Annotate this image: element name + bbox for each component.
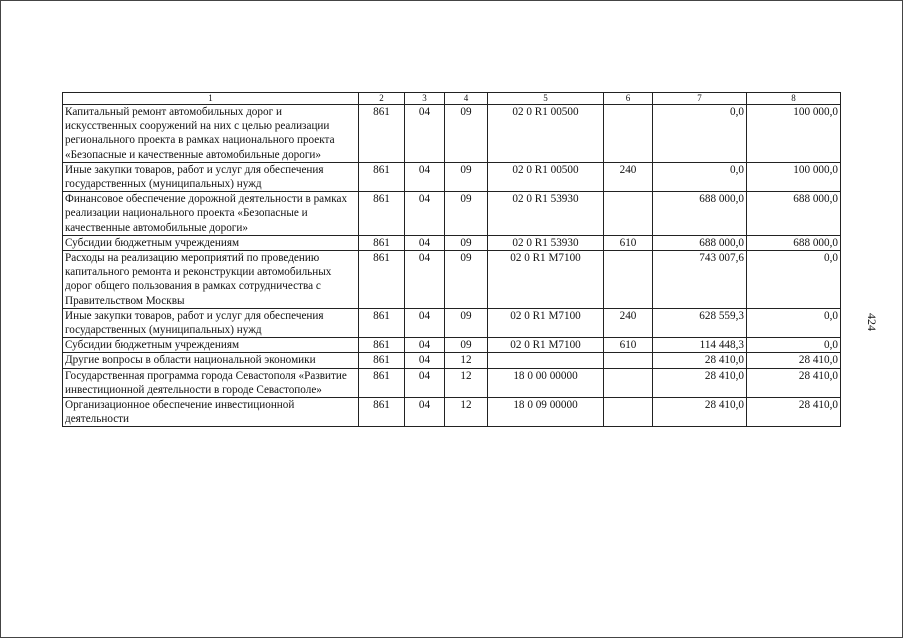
- table-row: [63, 353, 841, 368]
- cell-target-article: 18 0 00 00000: [488, 368, 604, 397]
- cell-amount-col7: 0,0: [653, 105, 747, 163]
- cell-admin-code: 861: [359, 235, 405, 250]
- table-row: [63, 368, 841, 397]
- cell-admin-code: 861: [359, 308, 405, 337]
- cell-expense-type: [604, 105, 653, 163]
- cell-amount-col8: 100 000,0: [747, 105, 841, 163]
- cell-section: 04: [405, 308, 445, 337]
- cell-expense-type: 610: [604, 235, 653, 250]
- cell-subsection: 12: [445, 398, 488, 427]
- cell-section: 04: [405, 353, 445, 368]
- cell-amount-col7: 28 410,0: [653, 368, 747, 397]
- cell-target-article: 18 0 09 00000: [488, 398, 604, 427]
- table-row: [63, 235, 841, 250]
- cell-amount-col7: 628 559,3: [653, 308, 747, 337]
- cell-amount-col8: 0,0: [747, 308, 841, 337]
- cell-amount-col8: 100 000,0: [747, 162, 841, 191]
- cell-name: Иные закупки товаров, работ и услуг для обеспечения государственных (муниципальных) нужд: [63, 308, 359, 337]
- cell-amount-col7: 688 000,0: [653, 235, 747, 250]
- cell-amount-col7: 28 410,0: [653, 353, 747, 368]
- page-number: 424: [865, 313, 879, 331]
- cell-admin-code: 861: [359, 105, 405, 163]
- cell-section: 04: [405, 338, 445, 353]
- cell-target-article: 02 0 R1 53930: [488, 235, 604, 250]
- cell-section: 04: [405, 105, 445, 163]
- cell-amount-col7: 0,0: [653, 162, 747, 191]
- column-header: 5: [488, 93, 604, 105]
- cell-admin-code: 861: [359, 338, 405, 353]
- cell-subsection: 09: [445, 162, 488, 191]
- cell-expense-type: [604, 251, 653, 309]
- cell-subsection: 09: [445, 338, 488, 353]
- cell-expense-type: 240: [604, 308, 653, 337]
- cell-name: Другие вопросы в области национальной экономики: [63, 353, 359, 368]
- cell-section: 04: [405, 162, 445, 191]
- table-row: [63, 192, 841, 236]
- cell-amount-col8: 0,0: [747, 338, 841, 353]
- cell-name: Капитальный ремонт автомобильных дорог и искусственных сооружений на них с целью реализации регионального проекта в рамках национального проекта «Безопасные и качественные автомобильные дороги»: [63, 105, 359, 163]
- cell-amount-col7: 28 410,0: [653, 398, 747, 427]
- cell-name: Организационное обеспечение инвестиционной деятельности: [63, 398, 359, 427]
- cell-section: 04: [405, 398, 445, 427]
- cell-subsection: 09: [445, 192, 488, 236]
- cell-subsection: 09: [445, 235, 488, 250]
- table-row: [63, 308, 841, 337]
- cell-admin-code: 861: [359, 398, 405, 427]
- cell-expense-type: 610: [604, 338, 653, 353]
- cell-target-article: 02 0 R1 53930: [488, 192, 604, 236]
- cell-amount-col7: 688 000,0: [653, 192, 747, 236]
- cell-subsection: 09: [445, 105, 488, 163]
- cell-amount-col7: 114 448,3: [653, 338, 747, 353]
- header-row: [63, 93, 841, 105]
- table-row: [63, 105, 841, 163]
- column-header: 6: [604, 93, 653, 105]
- table-row: [63, 398, 841, 427]
- column-header: 4: [445, 93, 488, 105]
- cell-amount-col8: 688 000,0: [747, 235, 841, 250]
- cell-amount-col8: 28 410,0: [747, 398, 841, 427]
- cell-amount-col8: 688 000,0: [747, 192, 841, 236]
- cell-section: 04: [405, 368, 445, 397]
- cell-expense-type: [604, 398, 653, 427]
- cell-expense-type: [604, 353, 653, 368]
- cell-admin-code: 861: [359, 353, 405, 368]
- cell-admin-code: 861: [359, 162, 405, 191]
- table-row: [63, 162, 841, 191]
- table-row: [63, 251, 841, 309]
- cell-target-article: 02 0 R1 M7100: [488, 308, 604, 337]
- cell-expense-type: 240: [604, 162, 653, 191]
- cell-subsection: 12: [445, 368, 488, 397]
- table-body: [63, 105, 841, 427]
- cell-name: Расходы на реализацию мероприятий по проведению капитального ремонта и реконструкции автомобильных дорог общего пользования в рамках сотрудничества с Правительством Москвы: [63, 251, 359, 309]
- cell-admin-code: 861: [359, 368, 405, 397]
- cell-section: 04: [405, 235, 445, 250]
- column-header: 3: [405, 93, 445, 105]
- cell-target-article: 02 0 R1 00500: [488, 162, 604, 191]
- cell-subsection: 09: [445, 251, 488, 309]
- column-header: 2: [359, 93, 405, 105]
- cell-section: 04: [405, 192, 445, 236]
- cell-target-article: 02 0 R1 M7100: [488, 251, 604, 309]
- cell-admin-code: 861: [359, 192, 405, 236]
- cell-name: Иные закупки товаров, работ и услуг для обеспечения государственных (муниципальных) нужд: [63, 162, 359, 191]
- table-row: [63, 338, 841, 353]
- cell-amount-col8: 28 410,0: [747, 368, 841, 397]
- cell-subsection: 12: [445, 353, 488, 368]
- cell-name: Субсидии бюджетным учреждениям: [63, 338, 359, 353]
- cell-name: Государственная программа города Севастополя «Развитие инвестиционной деятельности в городе Севастополе»: [63, 368, 359, 397]
- cell-name: Субсидии бюджетным учреждениям: [63, 235, 359, 250]
- cell-amount-col8: 28 410,0: [747, 353, 841, 368]
- cell-expense-type: [604, 368, 653, 397]
- cell-amount-col8: 0,0: [747, 251, 841, 309]
- cell-subsection: 09: [445, 308, 488, 337]
- cell-admin-code: 861: [359, 251, 405, 309]
- cell-target-article: 02 0 R1 00500: [488, 105, 604, 163]
- cell-amount-col7: 743 007,6: [653, 251, 747, 309]
- cell-expense-type: [604, 192, 653, 236]
- cell-section: 04: [405, 251, 445, 309]
- cell-target-article: [488, 353, 604, 368]
- cell-target-article: 02 0 R1 M7100: [488, 338, 604, 353]
- column-header: 1: [63, 93, 359, 105]
- column-header: 8: [747, 93, 841, 105]
- column-header: 7: [653, 93, 747, 105]
- cell-name: Финансовое обеспечение дорожной деятельности в рамках реализации национального проекта «Безопасные и качественные автомобильные дороги»: [63, 192, 359, 236]
- budget-table: [62, 92, 841, 427]
